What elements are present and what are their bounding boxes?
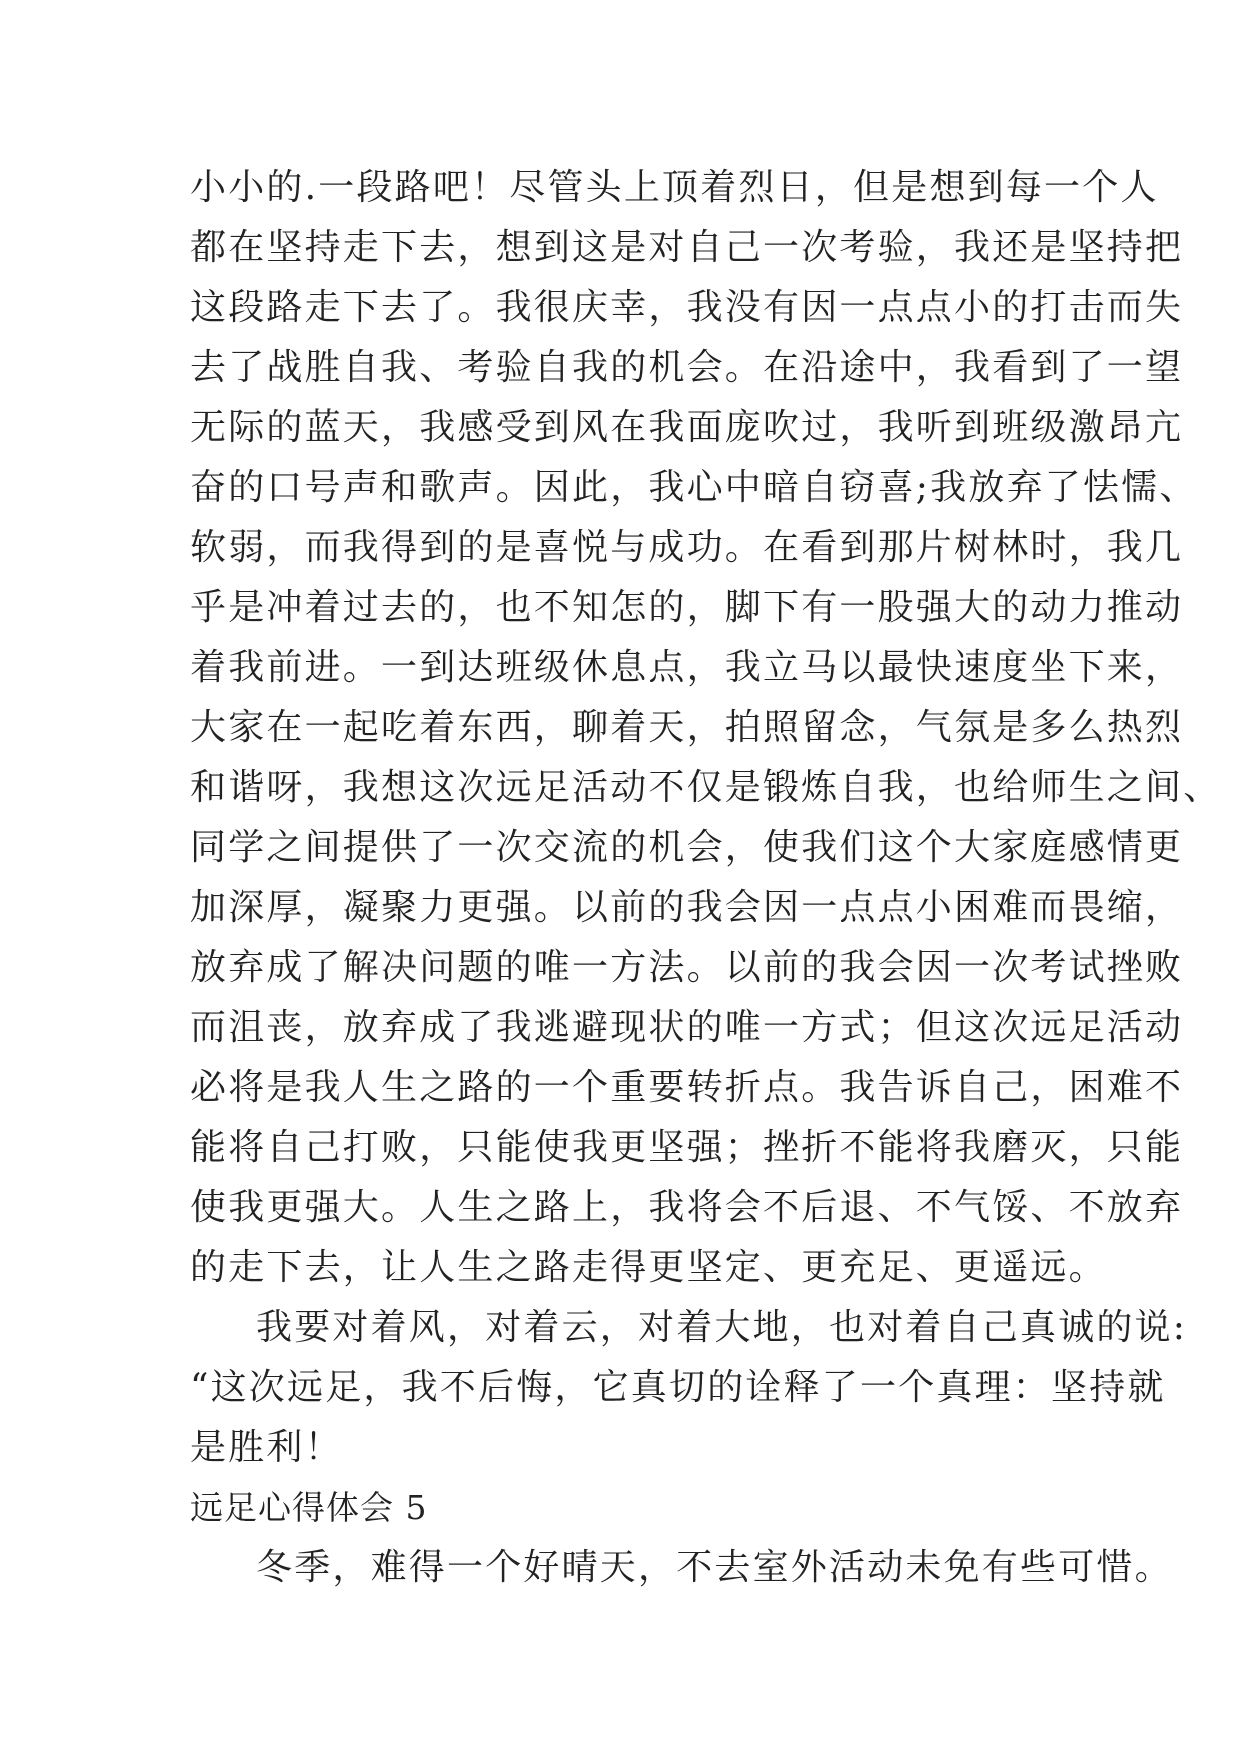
paragraph-line: 放弃成了解决问题的唯一方法。以前的我会因一次考试挫败 (190, 947, 1184, 988)
document-body (190, 158, 1222, 1598)
paragraph-line: 加深厚，凝聚力更强。以前的我会因一点点小困难而畏缩， (190, 887, 1184, 928)
paragraph-line: 去了战胜自我、考验自我的机会。在沿途中，我看到了一望 (190, 347, 1184, 388)
paragraph-line: 使我更强大。人生之路上，我将会不后退、不气馁、不放弃 (190, 1187, 1184, 1228)
paragraph-line: 乎是冲着过去的，也不知怎的，脚下有一股强大的动力推动 (190, 587, 1184, 628)
paragraph-line: 大家在一起吃着东西，聊着天，拍照留念，气氛是多么热烈 (190, 707, 1184, 748)
paragraph-line: 而沮丧，放弃成了我逃避现状的唯一方式；但这次远足活动 (190, 1007, 1184, 1048)
paragraph-line: 冬季，难得一个好晴天，不去室外活动未免有些可惜。 (256, 1547, 1173, 1588)
section-heading: 远足心得体会 5 (190, 1488, 428, 1527)
paragraph-line: 都在坚持走下去，想到这是对自己一次考验，我还是坚持把 (190, 227, 1184, 268)
paragraph-line: 和谐呀，我想这次远足活动不仅是锻炼自我，也给师生之间、 (190, 767, 1222, 808)
paragraph-line: 能将自己打败，只能使我更坚强；挫折不能将我磨灭，只能 (190, 1127, 1184, 1168)
paragraph-line: 这段路走下去了。我很庆幸，我没有因一点点小的打击而失 (190, 287, 1184, 328)
paragraph-line: 的走下去，让人生之路走得更坚定、更充足、更遥远。 (190, 1247, 1107, 1288)
paragraph-line: 是胜利！ (190, 1427, 343, 1468)
paragraph-line: 奋的口号声和歌声。因此，我心中暗自窃喜;我放弃了怯懦、 (190, 467, 1198, 508)
paragraph-line: 必将是我人生之路的一个重要转折点。我告诉自己，困难不 (190, 1067, 1184, 1108)
paragraph-line: 小小的.一段路吧！尽管头上顶着烈日，但是想到每一个人 (190, 167, 1159, 208)
paragraph-line: 无际的蓝天，我感受到风在我面庞吹过，我听到班级激昂亢 (190, 407, 1184, 448)
paragraph-line: 软弱，而我得到的是喜悦与成功。在看到那片树林时，我几 (190, 527, 1184, 568)
paragraph-line: 同学之间提供了一次交流的机会，使我们这个大家庭感情更 (190, 827, 1184, 868)
paragraph-line: “这次远足，我不后悔，它真切的诠释了一个真理：坚持就 (190, 1367, 1166, 1408)
paragraph-line: 着我前进。一到达班级休息点，我立马以最快速度坐下来， (190, 647, 1184, 688)
paragraph-line: 我要对着风，对着云，对着大地，也对着自己真诚的说: (256, 1307, 1188, 1348)
